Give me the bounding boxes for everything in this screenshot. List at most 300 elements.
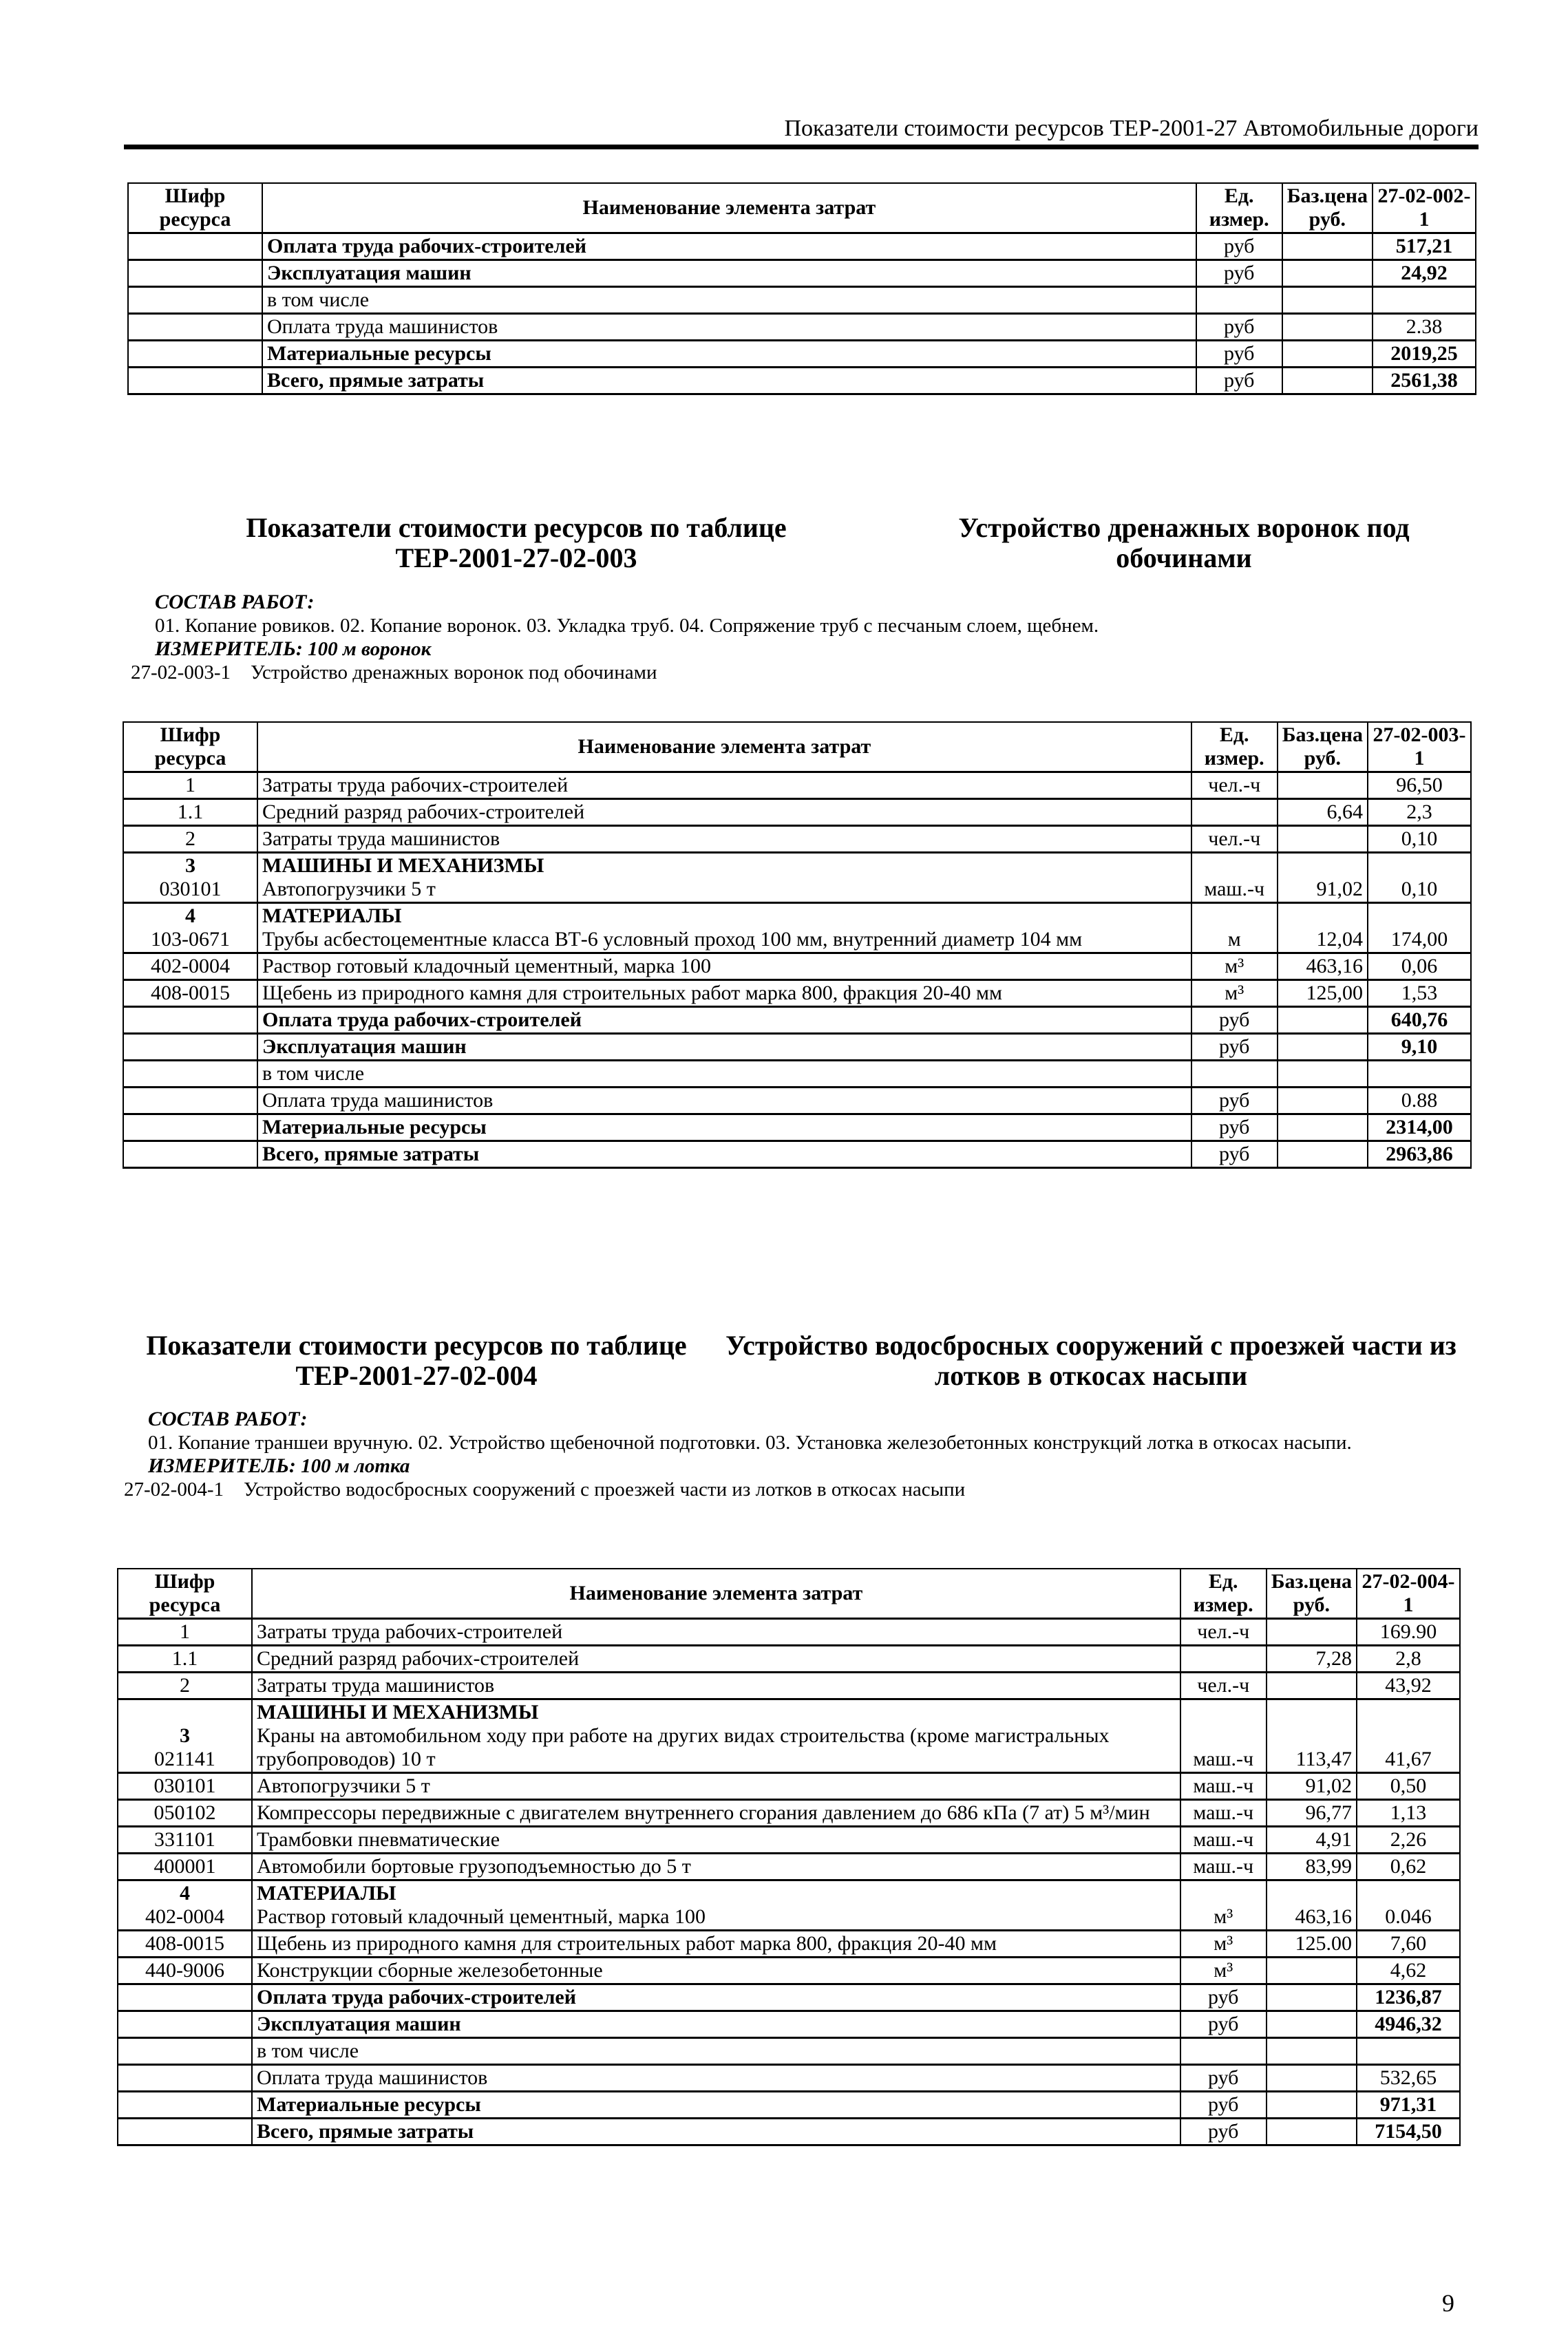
- cell-code: [123, 1007, 257, 1034]
- cell-code: [123, 1088, 257, 1114]
- col-header-qty: 27-02-004-1: [1357, 1569, 1460, 1619]
- works-text: 01. Копание ровиков. 02. Копание воронок. 03. Укладка труб. 04. Сопряжение труб с песчаным слоем, щебнем.: [155, 615, 1099, 637]
- cell-price: 4,91: [1267, 1827, 1357, 1854]
- cell-price: [1278, 1061, 1368, 1088]
- meter-label: ИЗМЕРИТЕЛЬ:: [148, 1454, 296, 1477]
- cell-unit: чел.-ч: [1180, 1673, 1267, 1699]
- name-text: Оплата труда рабочих-строителей: [262, 1008, 582, 1031]
- group-code: 4: [185, 904, 195, 927]
- cell-price: [1267, 1984, 1357, 2011]
- page-number: 9: [1442, 2289, 1454, 2317]
- cell-name: [257, 772, 1191, 799]
- cell-unit: маш.-ч: [1191, 853, 1278, 903]
- cell-name: [257, 1034, 1191, 1061]
- cell-code: [123, 1114, 257, 1141]
- cell-price: [1278, 1141, 1368, 1168]
- table-row: [118, 1646, 1460, 1673]
- cell-qty: 43,92: [1357, 1673, 1460, 1699]
- cell-name: [252, 1880, 1180, 1931]
- cell-price: 113,47: [1267, 1699, 1357, 1773]
- table-row: [128, 287, 1476, 314]
- cell-name: [252, 2038, 1180, 2065]
- cell-qty: 0,06: [1368, 953, 1471, 980]
- table-row: [118, 1931, 1460, 1958]
- code-text: 402-0004: [151, 955, 230, 977]
- cell-qty: 2019,25: [1373, 341, 1476, 368]
- table-row: [123, 1007, 1471, 1034]
- name-text: Материальные ресурсы: [262, 1116, 487, 1138]
- table-row: [118, 2038, 1460, 2065]
- cell-price: 6,64: [1278, 799, 1368, 826]
- cell-qty: 4946,32: [1357, 2011, 1460, 2038]
- cell-unit: [1180, 2038, 1267, 2065]
- code-text: 1.1: [171, 1647, 198, 1670]
- cell-unit: руб: [1196, 260, 1282, 287]
- table-row: [118, 1773, 1460, 1800]
- cell-code: [123, 853, 257, 903]
- name-text: в том числе: [262, 1062, 365, 1085]
- meter-value: 100 м воронок: [308, 638, 432, 660]
- cell-qty: 532,65: [1357, 2065, 1460, 2092]
- cell-qty: 96,50: [1368, 772, 1471, 799]
- cell-unit: руб: [1196, 341, 1282, 368]
- code-text: 030101: [159, 878, 222, 900]
- name-text: Компрессоры передвижные с двигателем внутреннего сгорания давлением до 686 кПа (7 ат) 5 м³/мин: [257, 1801, 1150, 1824]
- cell-name: [252, 1854, 1180, 1880]
- cell-price: 125.00: [1267, 1931, 1357, 1958]
- col-header-unit: Ед. измер.: [1180, 1569, 1267, 1619]
- name-text: Эксплуатация машин: [257, 2013, 461, 2035]
- cell-name: [257, 1114, 1191, 1141]
- cell-qty: 2,26: [1357, 1827, 1460, 1854]
- cell-code: [118, 1773, 252, 1800]
- cell-price: 91,02: [1267, 1773, 1357, 1800]
- cell-name: [252, 2119, 1180, 2145]
- cell-unit: чел.-ч: [1180, 1619, 1267, 1646]
- cell-code: [128, 287, 262, 314]
- cell-price: 463,16: [1278, 953, 1368, 980]
- cell-qty: 169.90: [1357, 1619, 1460, 1646]
- name-text: Раствор готовый кладочный цементный, марка 100: [262, 955, 711, 977]
- resource-table-27-02-002: [127, 182, 1476, 395]
- col-header-name: Наименование элемента затрат: [262, 183, 1196, 233]
- group-heading: МАТЕРИАЛЫ: [262, 904, 402, 927]
- table-row: [123, 903, 1471, 953]
- code-text: 331101: [154, 1828, 215, 1851]
- section-title-right: Устройство водосбросных сооружений с проезжей части из лотков в откосах насыпи: [725, 1330, 1456, 1391]
- code-text: 2: [180, 1674, 190, 1697]
- table-row: [128, 260, 1476, 287]
- table-row: [118, 1699, 1460, 1773]
- code-text: 030101: [153, 1774, 216, 1797]
- cell-name: [257, 903, 1191, 953]
- cell-price: 7,28: [1267, 1646, 1357, 1673]
- cell-unit: м³: [1191, 953, 1278, 980]
- cell-qty: 41,67: [1357, 1699, 1460, 1773]
- cell-price: 463,16: [1267, 1880, 1357, 1931]
- name-text: Всего, прямые затраты: [257, 2120, 474, 2143]
- cell-price: [1282, 287, 1373, 314]
- table-row: [118, 2011, 1460, 2038]
- cell-unit: маш.-ч: [1180, 1800, 1267, 1827]
- cell-qty: [1357, 2038, 1460, 2065]
- cell-code: [118, 1984, 252, 2011]
- name-text: Трамбовки пневматические: [257, 1828, 500, 1851]
- cell-code: [118, 2038, 252, 2065]
- cell-name: [257, 853, 1191, 903]
- cell-code: [118, 1699, 252, 1773]
- name-text: Оплата труда машинистов: [257, 2066, 488, 2089]
- name-text: Затраты труда машинистов: [262, 827, 500, 850]
- name-text: Раствор готовый кладочный цементный, марка 100: [257, 1905, 706, 1928]
- table-row: [118, 1854, 1460, 1880]
- table-row: [123, 980, 1471, 1007]
- name-text: в том числе: [267, 288, 370, 311]
- cell-code: [123, 1141, 257, 1168]
- cell-name: [252, 1646, 1180, 1673]
- name-text: Автопогрузчики 5 т: [257, 1774, 430, 1797]
- cell-unit: руб: [1191, 1007, 1278, 1034]
- table-row: [118, 1800, 1460, 1827]
- name-text: Всего, прямые затраты: [267, 369, 485, 392]
- cell-name: [262, 341, 1196, 368]
- table-row: [128, 368, 1476, 394]
- table-row: [123, 1141, 1471, 1168]
- cell-price: [1267, 2011, 1357, 2038]
- cell-qty: 0,62: [1357, 1854, 1460, 1880]
- table-row: [123, 953, 1471, 980]
- group-code: 4: [180, 1882, 190, 1905]
- cell-unit: руб: [1191, 1088, 1278, 1114]
- col-header-price: Баз.цена руб.: [1282, 183, 1373, 233]
- cell-name: [252, 1619, 1180, 1646]
- cell-price: [1278, 826, 1368, 853]
- cell-unit: м³: [1180, 1958, 1267, 1984]
- cell-unit: маш.-ч: [1180, 1773, 1267, 1800]
- group-code: 3: [180, 1724, 190, 1747]
- cell-name: [257, 953, 1191, 980]
- section-title-right: Устройство дренажных воронок под обочинами: [958, 512, 1410, 573]
- cell-qty: 517,21: [1373, 233, 1476, 260]
- cell-unit: м³: [1191, 980, 1278, 1007]
- cell-qty: 1236,87: [1357, 1984, 1460, 2011]
- name-text: Оплата труда рабочих-строителей: [257, 1986, 577, 2008]
- cell-code: [118, 1854, 252, 1880]
- cell-code: [118, 1619, 252, 1646]
- cell-name: [252, 1984, 1180, 2011]
- cell-unit: руб: [1191, 1114, 1278, 1141]
- code-text: 021141: [154, 1748, 215, 1770]
- cell-name: [257, 1007, 1191, 1034]
- code-text: 400001: [153, 1855, 216, 1878]
- code-text: 1.1: [177, 801, 204, 823]
- cell-qty: 2314,00: [1368, 1114, 1471, 1141]
- cell-price: [1282, 314, 1373, 341]
- name-text: в том числе: [257, 2039, 359, 2062]
- cell-code: [118, 2119, 252, 2145]
- cell-name: [252, 1800, 1180, 1827]
- cell-name: [257, 826, 1191, 853]
- group-heading: МАШИНЫ И МЕХАНИЗМЫ: [257, 1701, 539, 1724]
- col-header-unit: Ед. измер.: [1191, 722, 1278, 772]
- table-header-row: [118, 1569, 1460, 1619]
- cell-unit: руб: [1196, 368, 1282, 394]
- name-text: Материальные ресурсы: [267, 342, 491, 365]
- cell-qty: 7,60: [1357, 1931, 1460, 1958]
- cell-unit: [1191, 1061, 1278, 1088]
- cell-name: [252, 1773, 1180, 1800]
- group-heading: МАШИНЫ И МЕХАНИЗМЫ: [262, 854, 544, 877]
- cell-price: [1267, 1958, 1357, 1984]
- table-row: [118, 1880, 1460, 1931]
- cell-price: 91,02: [1278, 853, 1368, 903]
- code-text: 1: [185, 774, 195, 796]
- col-header-code: Шифр ресурса: [118, 1569, 252, 1619]
- col-header-code: Шифр ресурса: [128, 183, 262, 233]
- cell-code: [118, 1827, 252, 1854]
- name-text: Затраты труда рабочих-строителей: [257, 1620, 563, 1643]
- name-text: Трубы асбестоцементные класса ВТ-6 условный проход 100 мм, внутренний диаметр 104 мм: [262, 928, 1083, 951]
- table-row: [123, 1114, 1471, 1141]
- cell-price: [1267, 2092, 1357, 2119]
- name-text: Краны на автомобильном ходу при работе на других видах строительства (кроме магистральных трубопроводов) 10 т: [257, 1724, 1110, 1770]
- meter-value: 100 м лотка: [301, 1455, 410, 1477]
- cell-qty: 0,10: [1368, 826, 1471, 853]
- works-label: СОСТАВ РАБОТ:: [155, 591, 315, 613]
- cell-unit: чел.-ч: [1191, 772, 1278, 799]
- cell-qty: 0,10: [1368, 853, 1471, 903]
- cell-price: [1278, 1007, 1368, 1034]
- name-text: Щебень из природного камня для строительных работ марка 800, фракция 20-40 мм: [262, 982, 1002, 1004]
- cell-qty: 174,00: [1368, 903, 1471, 953]
- cell-price: [1278, 772, 1368, 799]
- name-text: Эксплуатация машин: [262, 1035, 467, 1058]
- cell-name: [257, 980, 1191, 1007]
- cell-code: [128, 233, 262, 260]
- cell-unit: руб: [1180, 2065, 1267, 2092]
- cell-unit: м³: [1180, 1931, 1267, 1958]
- section-title-left: Показатели стоимости ресурсов по таблице ТЕР-2001-27-02-003: [246, 512, 787, 573]
- cell-unit: руб: [1180, 1984, 1267, 2011]
- name-text: Всего, прямые затраты: [262, 1143, 480, 1165]
- table-row: [123, 772, 1471, 799]
- cell-price: 12,04: [1278, 903, 1368, 953]
- group-heading: МАТЕРИАЛЫ: [257, 1882, 396, 1905]
- cell-name: [252, 2011, 1180, 2038]
- name-text: Средний разряд рабочих-строителей: [262, 801, 585, 823]
- cell-unit: [1191, 799, 1278, 826]
- cell-qty: 640,76: [1368, 1007, 1471, 1034]
- table-row: [118, 1827, 1460, 1854]
- cell-price: [1267, 1619, 1357, 1646]
- name-text: Оплата труда рабочих-строителей: [267, 235, 587, 257]
- cell-name: [252, 2092, 1180, 2119]
- works-label: СОСТАВ РАБОТ:: [148, 1408, 308, 1430]
- cell-price: [1267, 1673, 1357, 1699]
- code-text: 408-0015: [151, 982, 230, 1004]
- cell-name: [252, 2065, 1180, 2092]
- table-row: [123, 826, 1471, 853]
- cell-qty: 971,31: [1357, 2092, 1460, 2119]
- cell-qty: 2,8: [1357, 1646, 1460, 1673]
- cell-name: [257, 1141, 1191, 1168]
- cell-price: [1267, 2038, 1357, 2065]
- cell-name: [262, 260, 1196, 287]
- cell-name: [262, 368, 1196, 394]
- cell-price: 96,77: [1267, 1800, 1357, 1827]
- cell-code: [118, 1880, 252, 1931]
- item-code: 27-02-003-1: [131, 661, 231, 683]
- cell-code: [123, 903, 257, 953]
- name-text: Оплата труда машинистов: [262, 1089, 494, 1112]
- table-row: [118, 1984, 1460, 2011]
- cell-price: [1282, 233, 1373, 260]
- cell-price: [1278, 1114, 1368, 1141]
- table-header-row: [128, 183, 1476, 233]
- col-header-name: Наименование элемента затрат: [252, 1569, 1180, 1619]
- cell-code: [118, 1958, 252, 1984]
- table-row: [123, 1034, 1471, 1061]
- table-row: [118, 2092, 1460, 2119]
- cell-unit: [1196, 287, 1282, 314]
- cell-price: [1267, 2065, 1357, 2092]
- cell-unit: руб: [1191, 1034, 1278, 1061]
- cell-code: [118, 2011, 252, 2038]
- col-header-price: Баз.цена руб.: [1278, 722, 1368, 772]
- name-text: Оплата труда машинистов: [267, 315, 498, 338]
- cell-price: [1282, 368, 1373, 394]
- table-row: [123, 1088, 1471, 1114]
- code-text: 408-0015: [145, 1932, 224, 1955]
- cell-name: [257, 1088, 1191, 1114]
- cell-name: [252, 1673, 1180, 1699]
- cell-unit: маш.-ч: [1180, 1827, 1267, 1854]
- cell-code: [128, 314, 262, 341]
- name-text: Материальные ресурсы: [257, 2093, 481, 2116]
- cell-code: [128, 341, 262, 368]
- cell-code: [118, 1673, 252, 1699]
- table-row: [118, 1673, 1460, 1699]
- section-meta: [131, 591, 1479, 684]
- cell-code: [123, 1061, 257, 1088]
- cell-name: [252, 1958, 1180, 1984]
- cell-code: [128, 368, 262, 394]
- cell-name: [252, 1827, 1180, 1854]
- cell-code: [128, 260, 262, 287]
- code-text: 050102: [153, 1801, 216, 1824]
- cell-unit: руб: [1180, 2011, 1267, 2038]
- code-text: 2: [185, 827, 195, 850]
- item-code: 27-02-004-1: [124, 1478, 224, 1501]
- col-header-qty: 27-02-002-1: [1373, 183, 1476, 233]
- col-header-price: Баз.цена руб.: [1267, 1569, 1357, 1619]
- col-header-qty: 27-02-003-1: [1368, 722, 1471, 772]
- cell-code: [123, 799, 257, 826]
- cell-unit: м: [1191, 903, 1278, 953]
- code-text: 1: [180, 1620, 190, 1643]
- table-row: [123, 853, 1471, 903]
- section-title-left: Показатели стоимости ресурсов по таблице ТЕР-2001-27-02-004: [146, 1330, 687, 1391]
- cell-code: [123, 980, 257, 1007]
- table-row: [123, 1061, 1471, 1088]
- col-header-name: Наименование элемента затрат: [257, 722, 1191, 772]
- name-text: Эксплуатация машин: [267, 262, 472, 284]
- cell-qty: 2.38: [1373, 314, 1476, 341]
- name-text: Конструкции сборные железобетонные: [257, 1959, 603, 1982]
- cell-unit: руб: [1191, 1141, 1278, 1168]
- section-meta: [124, 1408, 1479, 1501]
- cell-unit: руб: [1196, 233, 1282, 260]
- cell-qty: 1,53: [1368, 980, 1471, 1007]
- name-text: Средний разряд рабочих-строителей: [257, 1647, 580, 1670]
- cell-price: [1282, 260, 1373, 287]
- cell-unit: маш.-ч: [1180, 1699, 1267, 1773]
- table-row: [128, 314, 1476, 341]
- cell-code: [123, 1034, 257, 1061]
- cell-qty: 0.046: [1357, 1880, 1460, 1931]
- cell-price: 83,99: [1267, 1854, 1357, 1880]
- name-text: Щебень из природного камня для строительных работ марка 800, фракция 20-40 мм: [257, 1932, 997, 1955]
- cell-unit: руб: [1180, 2092, 1267, 2119]
- cell-name: [257, 1061, 1191, 1088]
- cell-price: [1278, 1034, 1368, 1061]
- cell-qty: 7154,50: [1357, 2119, 1460, 2145]
- cell-qty: 4,62: [1357, 1958, 1460, 1984]
- cell-name: [252, 1699, 1180, 1773]
- running-header: Показатели стоимости ресурсов ТЕР-2001-27 Автомобильные дороги: [124, 116, 1479, 149]
- meter-label: ИЗМЕРИТЕЛЬ:: [155, 637, 303, 660]
- cell-qty: 2561,38: [1373, 368, 1476, 394]
- cell-price: [1278, 1088, 1368, 1114]
- cell-qty: [1373, 287, 1476, 314]
- code-text: 440-9006: [145, 1959, 224, 1982]
- table-row: [118, 1619, 1460, 1646]
- cell-code: [118, 1800, 252, 1827]
- table-row: [128, 341, 1476, 368]
- cell-qty: 0,50: [1357, 1773, 1460, 1800]
- cell-price: [1282, 341, 1373, 368]
- name-text: Автомобили бортовые грузоподъемностью до 5 т: [257, 1855, 691, 1878]
- cell-unit: маш.-ч: [1180, 1854, 1267, 1880]
- table-row: [118, 2119, 1460, 2145]
- item-name: Устройство водосбросных сооружений с проезжей части из лотков в откосах насыпи: [243, 1478, 966, 1501]
- cell-unit: [1180, 1646, 1267, 1673]
- table-row: [128, 233, 1476, 260]
- code-text: 402-0004: [145, 1905, 224, 1928]
- resource-table-27-02-004: [117, 1568, 1461, 2146]
- cell-code: [123, 826, 257, 853]
- cell-qty: 2963,86: [1368, 1141, 1471, 1168]
- table-row: [118, 2065, 1460, 2092]
- cell-name: [262, 233, 1196, 260]
- cell-qty: 0.88: [1368, 1088, 1471, 1114]
- col-header-code: Шифр ресурса: [123, 722, 257, 772]
- cell-qty: 2,3: [1368, 799, 1471, 826]
- cell-unit: руб: [1180, 2119, 1267, 2145]
- cell-name: [262, 314, 1196, 341]
- cell-code: [118, 2092, 252, 2119]
- cell-code: [123, 772, 257, 799]
- cell-qty: [1368, 1061, 1471, 1088]
- cell-price: [1267, 2119, 1357, 2145]
- cell-unit: м³: [1180, 1880, 1267, 1931]
- cell-code: [118, 1931, 252, 1958]
- cell-name: [252, 1931, 1180, 1958]
- cell-code: [118, 1646, 252, 1673]
- cell-unit: руб: [1196, 314, 1282, 341]
- name-text: Автопогрузчики 5 т: [262, 878, 436, 900]
- group-code: 3: [185, 854, 195, 877]
